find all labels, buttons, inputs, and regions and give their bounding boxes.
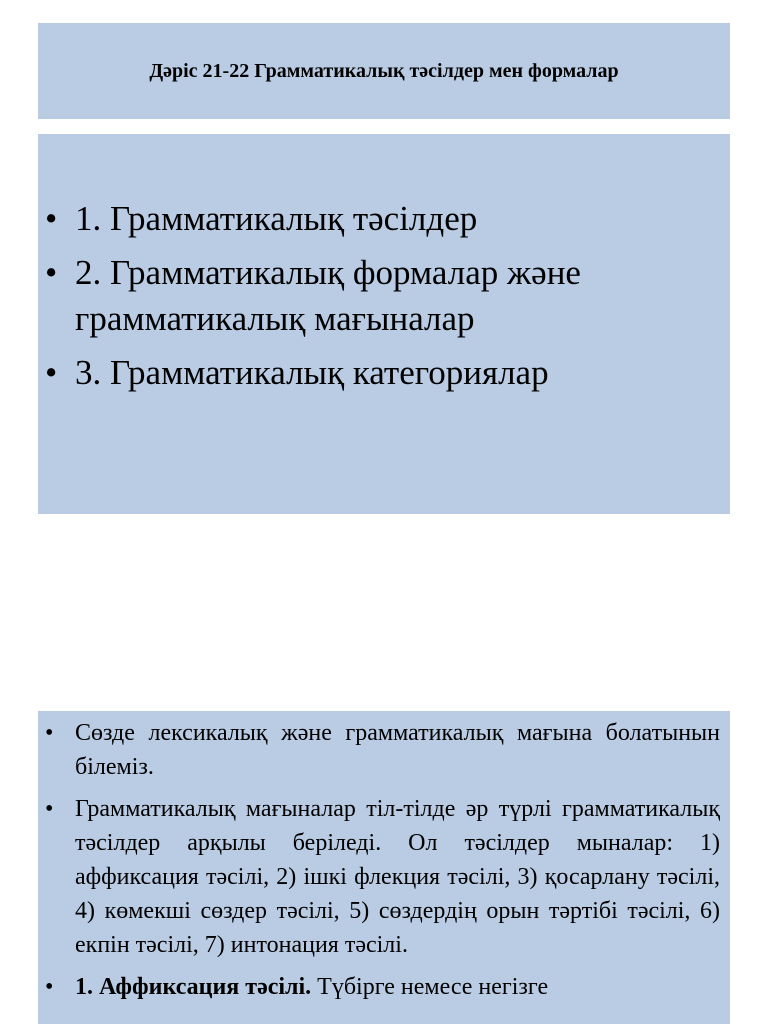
- agenda-item: [38, 250, 678, 342]
- agenda-item: [38, 350, 678, 396]
- content-box: [38, 711, 730, 1024]
- content-item-text: Сөзде лексикалық және грамматикалық мағына болатынын білеміз.: [75, 720, 720, 780]
- bullet-icon: •: [45, 353, 58, 392]
- content-list: [38, 716, 720, 1012]
- content-item: [38, 792, 720, 962]
- title-box: [38, 23, 730, 119]
- affixation-text: Түбірге немесе негізге: [311, 974, 549, 1000]
- bullet-icon: •: [45, 199, 58, 238]
- lecture-title: Дәріс 21-22 Грамматикалық тәсілдер мен формалар: [149, 59, 619, 82]
- bullet-icon: •: [45, 796, 54, 822]
- agenda-item-text: 3. Грамматикалық категориялар: [75, 353, 549, 392]
- affixation-heading: 1. Аффиксация тәсілі.: [75, 974, 312, 1000]
- agenda-item: [38, 196, 678, 242]
- agenda-item-text: 1. Грамматикалық тәсілдер: [75, 199, 478, 238]
- bullet-icon: •: [45, 974, 54, 1000]
- agenda-list: [38, 196, 678, 404]
- content-item: [38, 716, 720, 784]
- bullet-icon: •: [45, 720, 54, 746]
- agenda-item-text: 2. Грамматикалық формалар және грамматикалық мағыналар: [75, 253, 581, 338]
- agenda-box: [38, 134, 730, 514]
- content-item-text: Грамматикалық мағыналар тіл-тілде әр түрлі грамматикалық тәсілдер арқылы беріледі. Ол тәсілдер мыналар: 1) аффиксация тәсілі, 2) ішкі флекция тәсілі, 3) қосарлану тәсілі, 4) көмекші сөздер тәсілі, 5) сөздердің орын тәртібі тәсілі, 6) екпін тәсілі, 7) интонация тәсілі.: [75, 796, 720, 958]
- bullet-icon: •: [45, 253, 58, 292]
- content-item: [38, 970, 720, 1004]
